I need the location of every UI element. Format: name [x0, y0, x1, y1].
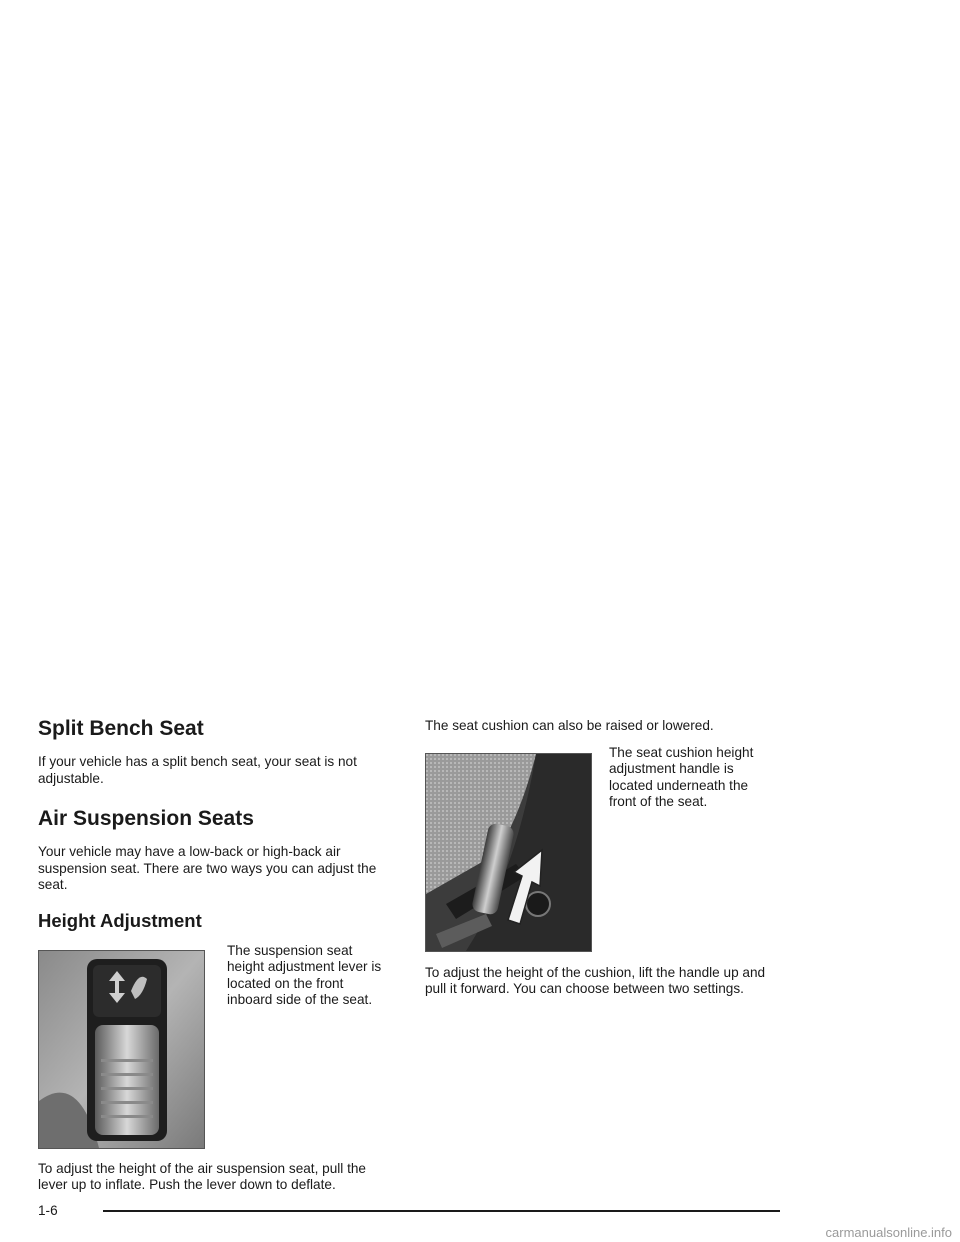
page-number: 1-6	[38, 1203, 58, 1218]
suspension-lever-photo	[38, 950, 205, 1149]
right-column	[425, 718, 785, 1039]
lever-caption: The suspension seat height adjustment lever is located on the front inboard side of the seat.	[227, 942, 382, 1007]
air-suspension-seats-text: Your vehicle may have a low-back or high-back air suspension seat. There are two ways you can adjust the seat.	[38, 844, 377, 892]
cushion-figure	[425, 744, 785, 1039]
cushion-adjust-text: To adjust the height of the cushion, lift the handle up and pull it forward. You can choose between two settings.	[425, 964, 766, 996]
cushion-handle-image	[426, 754, 591, 951]
cushion-intro-text: The seat cushion can also be raised or lowered.	[425, 718, 714, 733]
split-bench-seat-text: If your vehicle has a split bench seat, your seat is not adjustable.	[38, 754, 357, 786]
cushion-caption: The seat cushion height adjustment handle is located underneath the front of the seat.	[609, 744, 754, 809]
air-suspension-seats-heading: Air Suspension Seats	[38, 807, 254, 830]
watermark: carmanualsonline.info	[825, 1225, 952, 1240]
cushion-handle-photo	[425, 753, 592, 952]
lever-figure	[38, 942, 392, 1239]
left-column	[38, 716, 392, 1239]
height-adjustment-heading: Height Adjustment	[38, 909, 202, 931]
suspension-lever-image	[39, 951, 204, 1148]
split-bench-seat-heading: Split Bench Seat	[38, 717, 204, 740]
footer-rule	[103, 1210, 780, 1212]
height-adjustment-text: To adjust the height of the air suspension seat, pull the lever up to inflate. Push the lever down to deflate.	[38, 1160, 366, 1192]
